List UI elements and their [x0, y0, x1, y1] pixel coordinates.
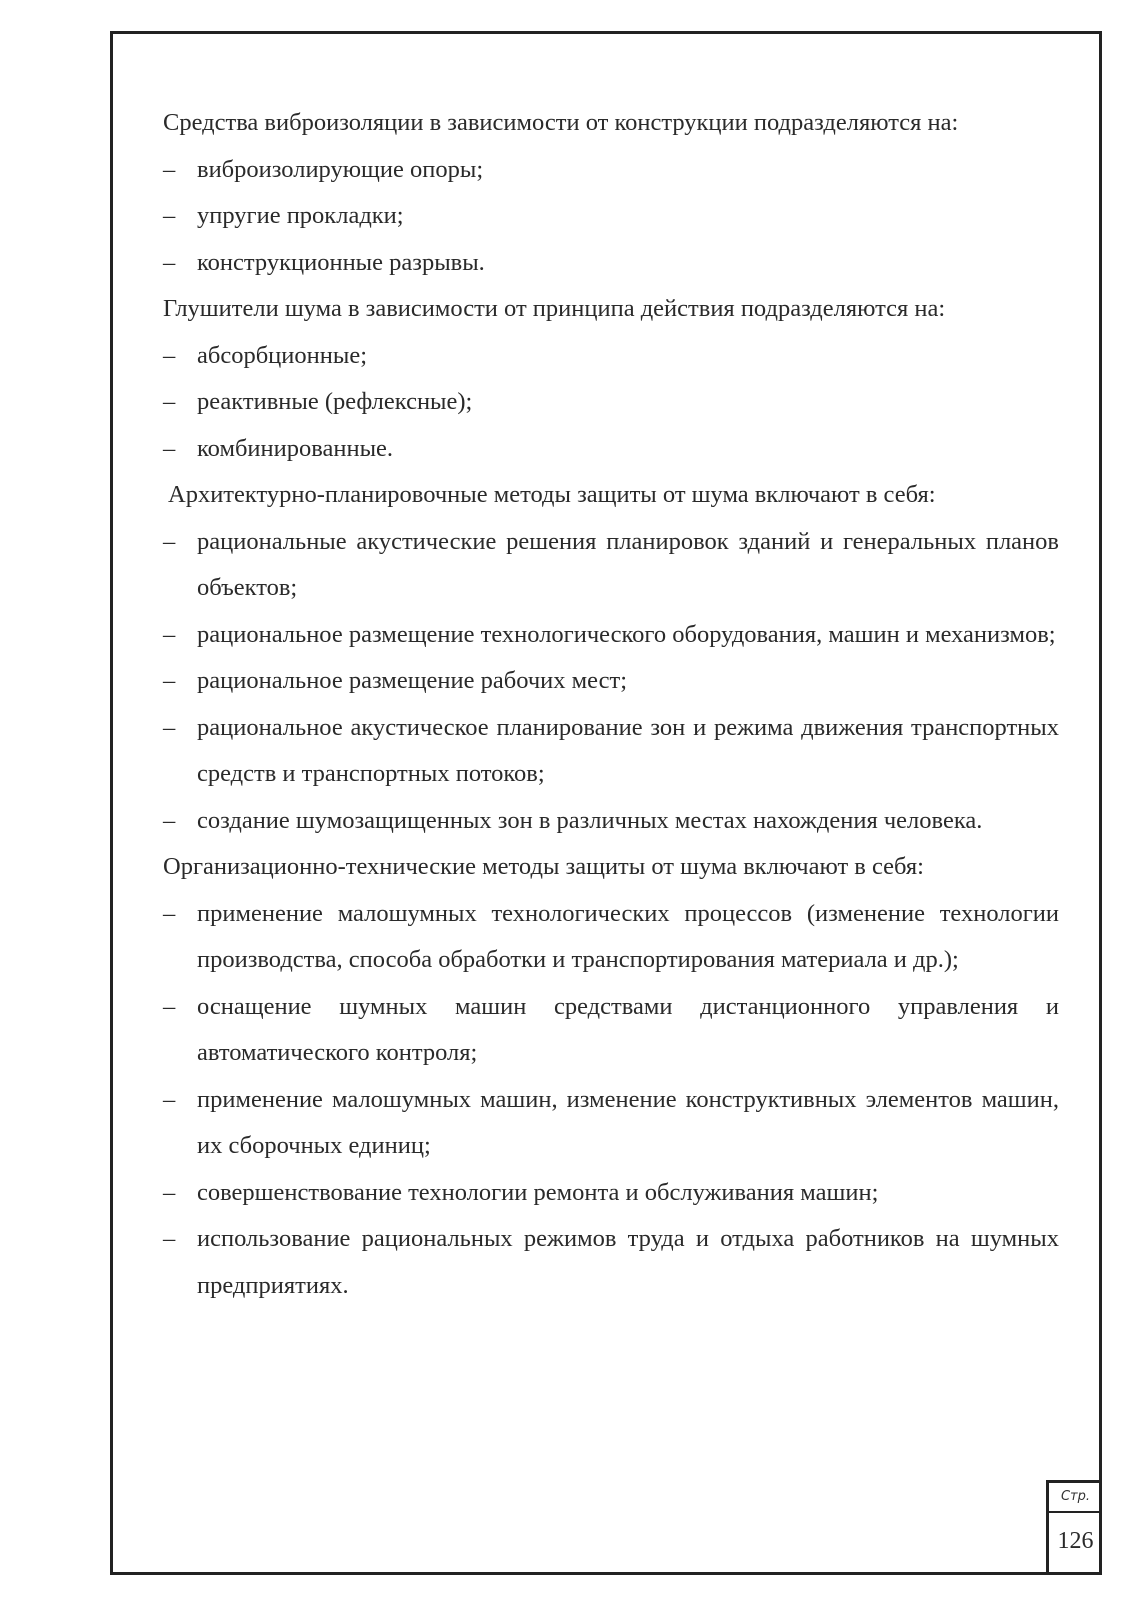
list-item	[163, 658, 1059, 705]
section-intro: Организационно-технические методы защиты от шума включают в себя:	[163, 853, 924, 880]
page-number: 126	[1057, 1528, 1094, 1554]
list-item	[163, 612, 1059, 659]
dash-bullet: –	[163, 806, 176, 834]
dash-bullet: –	[163, 1085, 176, 1113]
list-item	[163, 1216, 1059, 1309]
list-item	[163, 333, 1059, 380]
dash-bullet: –	[163, 388, 176, 415]
dash-bullet: –	[163, 899, 176, 927]
list-item-text: упругие прокладки;	[197, 202, 404, 229]
list-item-text: конструкционные разрывы.	[197, 248, 485, 276]
list-item-text: реактивные (рефлексные);	[197, 388, 473, 415]
list-item-text: оснащение шумных машин средствами дистанционного управления и автоматического контроля;	[197, 992, 1059, 1066]
dash-bullet: –	[163, 620, 176, 648]
section-intro: Архитектурно-планировочные методы защиты от шума включают в себя:	[168, 481, 936, 508]
dash-bullet: –	[163, 202, 176, 229]
list-item	[163, 519, 1059, 612]
list-item	[163, 1170, 1059, 1217]
list-item	[163, 891, 1059, 984]
dash-bullet: –	[163, 992, 176, 1020]
list-item	[163, 240, 1059, 287]
list-item-text: рациональное размещение рабочих мест;	[197, 667, 628, 694]
list-item	[163, 147, 1059, 194]
dash-bullet: –	[163, 434, 176, 462]
list-item	[163, 1077, 1059, 1170]
list-item-text: создание шумозащищенных зон в различных местах нахождения человека.	[197, 806, 983, 834]
dash-bullet: –	[163, 341, 176, 369]
list-item	[163, 379, 1059, 426]
dash-bullet: –	[163, 1225, 176, 1252]
list-item-text: рациональные акустические решения планировок зданий и генеральных планов объектов;	[197, 527, 1059, 601]
dash-bullet: –	[163, 248, 176, 276]
dash-bullet: –	[163, 713, 176, 741]
page-number-stamp	[1046, 1480, 1102, 1575]
list-item-text: совершенствование технологии ремонта и обслуживания машин;	[197, 1178, 879, 1206]
list-item-text: абсорбционные;	[197, 341, 368, 369]
list-item	[163, 193, 1059, 240]
list-item	[163, 798, 1059, 845]
dash-bullet: –	[163, 1178, 176, 1206]
list-item	[163, 705, 1059, 798]
list-item	[163, 984, 1059, 1077]
list-item	[163, 426, 1059, 473]
dash-bullet: –	[163, 155, 176, 183]
list-item-text: виброизолирующие опоры;	[197, 155, 484, 183]
list-item-text: рациональное акустическое планирование зон и режима движения транспортных средств и транспортных потоков;	[197, 713, 1059, 787]
list-item-text: рациональное размещение технологического оборудования, машин и механизмов;	[197, 620, 1056, 648]
section-intro: Глушители шума в зависимости от принципа действия подразделяются на:	[163, 295, 946, 322]
page-body	[163, 100, 1059, 1309]
dash-bullet: –	[163, 667, 176, 694]
list-item-text: комбинированные.	[197, 434, 394, 462]
dash-bullet: –	[163, 527, 176, 555]
list-item-text: применение малошумных технологических процессов (изменение технологии производства, способа обработки и транспортирования материала и др.);	[197, 899, 1059, 973]
section-intro: Средства виброизоляции в зависимости от конструкции подразделяются на:	[163, 109, 959, 136]
list-item-text: применение малошумных машин, изменение конструктивных элементов машин, их сборочных единиц;	[197, 1085, 1059, 1159]
page-label: Стр.	[1049, 1483, 1102, 1513]
list-item-text: использование рациональных режимов труда и отдыха работников на шумных предприятиях.	[197, 1225, 1059, 1299]
